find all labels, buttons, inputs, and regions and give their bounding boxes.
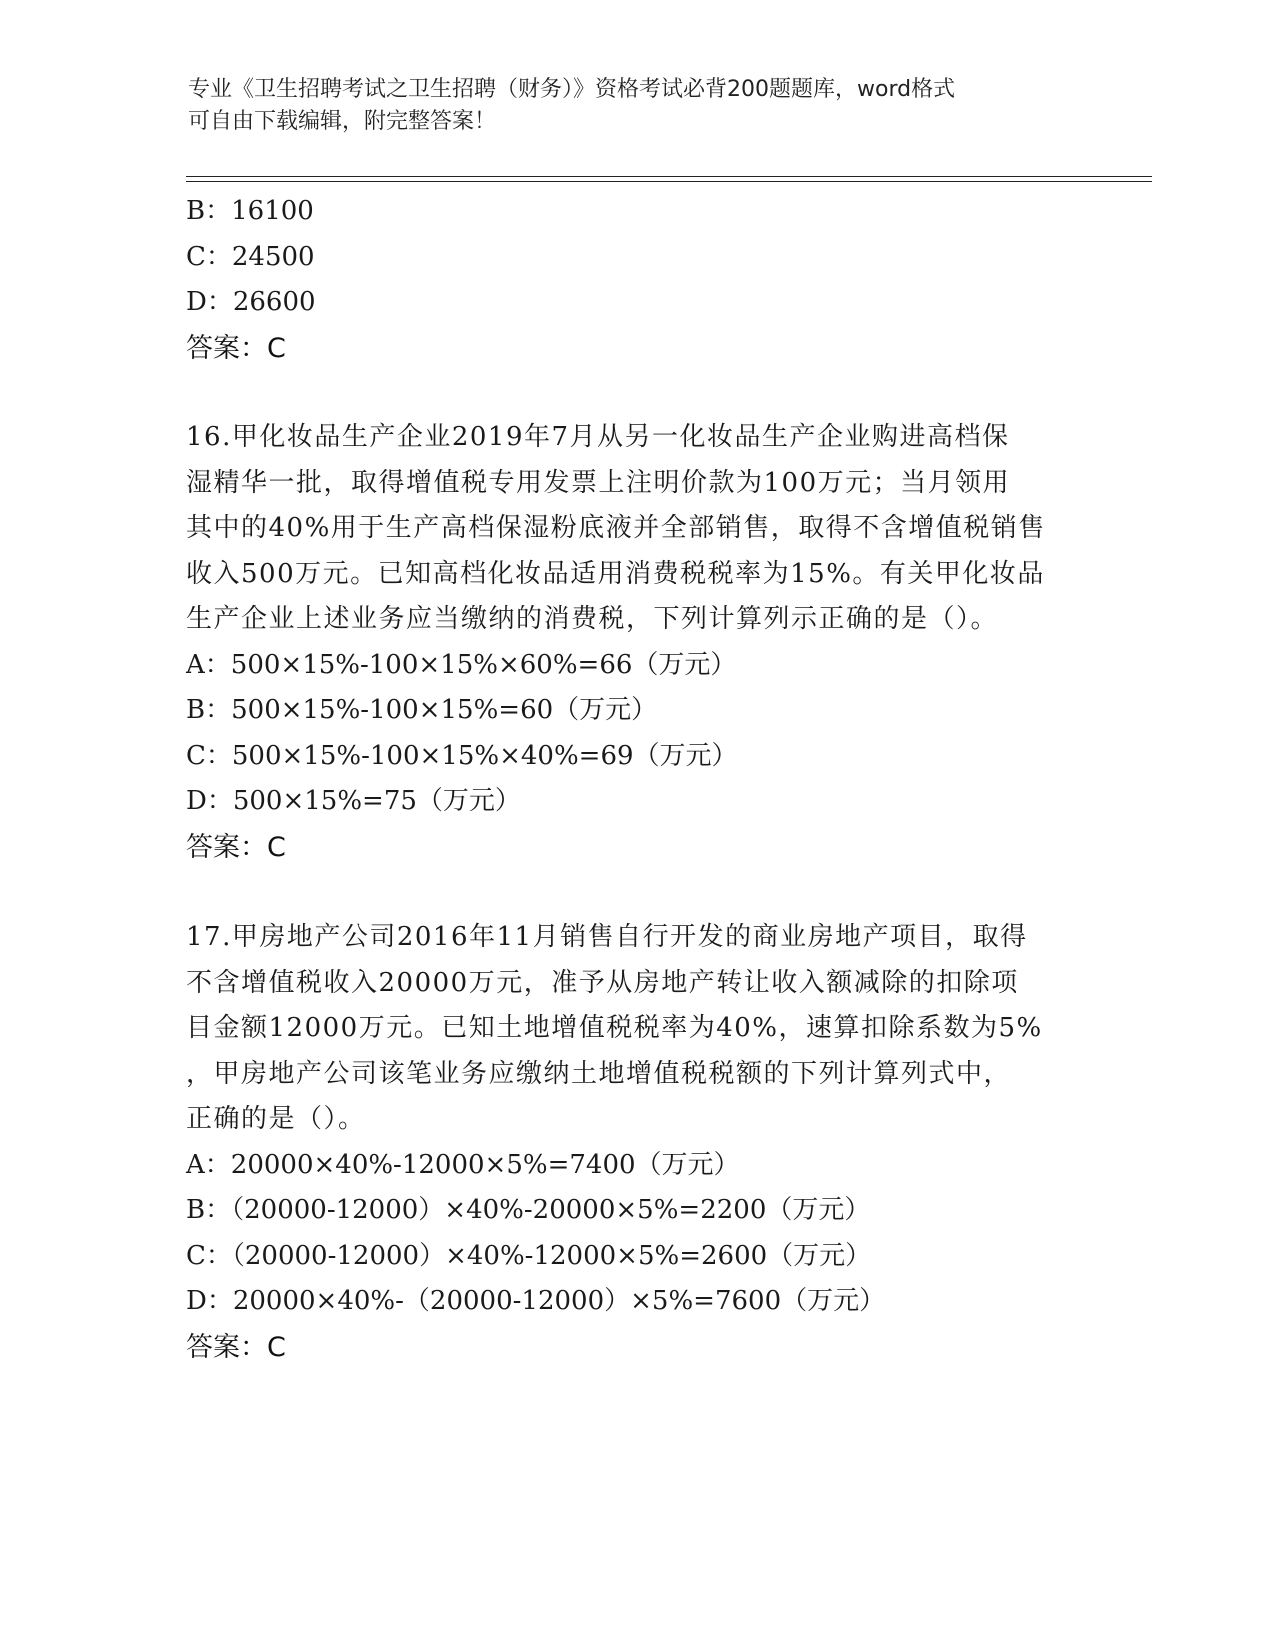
option-b: B：500×15%-100×15%=60（万元）	[186, 695, 658, 725]
question-stem-line: 目金额12000万元。已知土地增值税税率为40%，速算扣除系数为5%	[186, 1013, 1043, 1043]
option-c: C：500×15%-100×15%×40%=69（万元）	[186, 740, 738, 771]
option-b: B：（20000-12000）×40%-20000×5%=2200（万元）	[186, 1195, 871, 1225]
header-rule-bottom	[186, 181, 1152, 182]
answer-line: 答案：C	[186, 831, 286, 863]
question-stem-line: 正确的是（）。	[186, 1104, 366, 1134]
answer-line: 答案：C	[186, 1331, 286, 1363]
question-15-tail	[186, 189, 1086, 372]
option-d: D：500×15%=75（万元）	[186, 786, 521, 816]
question-stem-line: 生产企业上述业务应当缴纳的消费税，下列计算列示正确的是（）。	[186, 604, 999, 634]
option-c: C：24500	[186, 241, 315, 272]
option-a: A：20000×40%-12000×5%=7400（万元）	[186, 1149, 740, 1180]
option-c: C：（20000-12000）×40%-12000×5%=2600（万元）	[186, 1240, 872, 1271]
question-stem-line: 不含增值税收入20000万元，准予从房地产转让收入额减除的扣除项	[186, 967, 1019, 998]
question-stem-line: 16.甲化妆品生产企业2019年7月从另一化妆品生产企业购进高档保	[186, 422, 1010, 452]
option-d: D：20000×40%-（20000-12000）×5%=7600（万元）	[186, 1286, 886, 1316]
header-rule-top	[186, 176, 1152, 177]
question-17	[186, 915, 1086, 1371]
option-b: B：16100	[186, 196, 314, 226]
option-d: D：26600	[186, 287, 316, 317]
header-line-1: 专业《卫生招聘考试之卫生招聘（财务）》资格考试必背200题题库，word格式	[188, 77, 956, 102]
answer-line: 答案：C	[186, 332, 286, 364]
question-stem-line: 收入500万元。已知高档化妆品适用消费税税率为15%。有关甲化妆品	[186, 558, 1045, 589]
question-stem-line: 其中的40%用于生产高档保湿粉底液并全部销售，取得不含增值税销售	[186, 513, 1046, 543]
question-16	[186, 415, 1086, 871]
question-stem-line: 湿精华一批，取得增值税专用发票上注明价款为100万元；当月领用	[186, 467, 1011, 498]
question-stem-line: ，甲房地产公司该笔业务应缴纳土地增值税税额的下列计算列式中，	[186, 1058, 1012, 1089]
question-stem-line: 17.甲房地产公司2016年11月销售自行开发的商业房地产项目，取得	[186, 922, 1028, 952]
page-header	[188, 74, 1088, 138]
option-a: A：500×15%-100×15%×60%=66（万元）	[186, 649, 737, 680]
header-line-2: 可自由下载编辑，附完整答案！	[188, 109, 497, 134]
